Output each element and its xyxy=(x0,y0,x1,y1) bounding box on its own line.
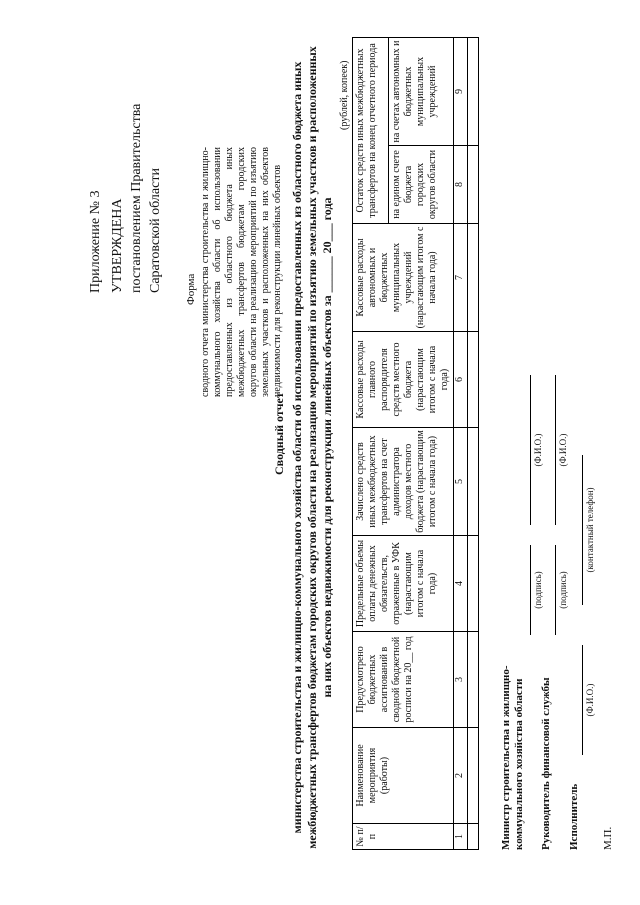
header-balance-institutions: на счетах автономных и бюджетных муниципальных учреждений xyxy=(388,38,453,146)
report-table xyxy=(352,37,479,850)
report-subtitle: министерства строительства и жилищно-коммунального хозяйства области об использовании предоставленных из областного бюджета иных межбюджетных трансфертов бюджетам городских округов области на реализацию мероприятий по изъятию земельных участков и расположенных на них объектов недвижимости для реконструкции линейных объектов за ______ 20___ года xyxy=(290,46,334,849)
executor-phone-line xyxy=(582,455,583,605)
column-number: 4 xyxy=(454,536,468,632)
table-cell xyxy=(468,536,479,632)
minister-signature-line xyxy=(530,545,531,635)
header-row-1 xyxy=(353,38,389,850)
column-number: 7 xyxy=(454,224,468,332)
column-number: 8 xyxy=(454,146,468,224)
finance-signature-caption: (подпись) xyxy=(558,571,568,609)
appendix-number: Приложение № 3 xyxy=(88,190,103,293)
approved-region: Саратовской области xyxy=(148,168,163,293)
column-number: 9 xyxy=(454,38,468,146)
column-number: 5 xyxy=(454,428,468,536)
finance-name-line xyxy=(555,375,556,525)
column-number: 6 xyxy=(454,332,468,428)
table-cell xyxy=(468,146,479,224)
header-cash-main: Кассовые расходы главного распорядителя средств местного бюджета (нарастающим итогом с начала года) xyxy=(353,332,454,428)
approved-by: постановлением Правительства xyxy=(129,103,144,293)
seal-mark: М.П. xyxy=(602,826,614,850)
table-cell xyxy=(468,428,479,536)
units-note: (рублей, копеек) xyxy=(339,60,350,130)
minister-name-caption: (Ф.И.О.) xyxy=(533,433,543,467)
minister-name-line xyxy=(530,375,531,525)
header-activity: Наименование мероприятия (работы) xyxy=(353,728,454,824)
header-credited: Зачислено средств иных межбюджетных трансфертов на счет администратора доходов местного бюджета (нарастающим итогом с начала года) xyxy=(353,428,454,536)
form-description: сводного отчета министерства строительства и жилищно-коммунального хозяйства области об использовании предоставленных из областного бюджета иных межбюджетных трансфертов бюджетам городских округов области на реализацию мероприятий по изъятию земельных участков и расположенных на них объектов недвижимости для реконструкции линейных объектов xyxy=(200,147,283,397)
table-cell xyxy=(468,824,479,850)
executor-name-line xyxy=(582,645,583,755)
finance-name-caption: (Ф.И.О.) xyxy=(558,433,568,467)
executor-phone-caption: (контактный телефон) xyxy=(585,487,595,573)
column-number: 3 xyxy=(454,632,468,728)
table-cell xyxy=(468,38,479,146)
approval-block xyxy=(108,63,165,293)
column-number-row xyxy=(454,38,468,850)
minister-signature-caption: (подпись) xyxy=(533,571,543,609)
header-cash-institutions: Кассовые расходы автономных и бюджетных муниципальных учреждений (нарастающим итогом с начала года) xyxy=(353,224,454,332)
finance-label: Руководитель финансовой службы xyxy=(540,677,552,850)
table-cell xyxy=(468,332,479,428)
header-planned: Предусмотрено бюджетных ассигнований в сводной бюджетной росписи на 20__ год xyxy=(353,632,454,728)
header-balance-single-account: на едином счете бюджета городских округов области xyxy=(388,146,453,224)
table-cell xyxy=(468,632,479,728)
header-balance: Остаток средств иных межбюджетных трансфертов на конец отчетного периода xyxy=(353,38,389,224)
executor-label: Исполнитель xyxy=(568,783,580,850)
table-cell xyxy=(468,224,479,332)
form-word: Форма xyxy=(185,273,197,305)
empty-data-row xyxy=(468,38,479,850)
report-title: Сводный отчет xyxy=(272,392,286,475)
table-cell xyxy=(468,728,479,824)
approved-word: УТВЕРЖДЕНА xyxy=(110,198,125,293)
column-number: 2 xyxy=(454,728,468,824)
header-limits: Предельные объемы оплаты денежных обязательств, отраженные в УФК (нарастающим итогом с начала года) xyxy=(353,536,454,632)
finance-signature-line xyxy=(555,545,556,635)
minister-label: Министр строительства и жилищно-коммунального хозяйства области xyxy=(500,665,525,850)
column-number: 1 xyxy=(454,824,468,850)
executor-name-caption: (Ф.И.О.) xyxy=(585,683,595,717)
header-number: № п/п xyxy=(353,824,454,850)
